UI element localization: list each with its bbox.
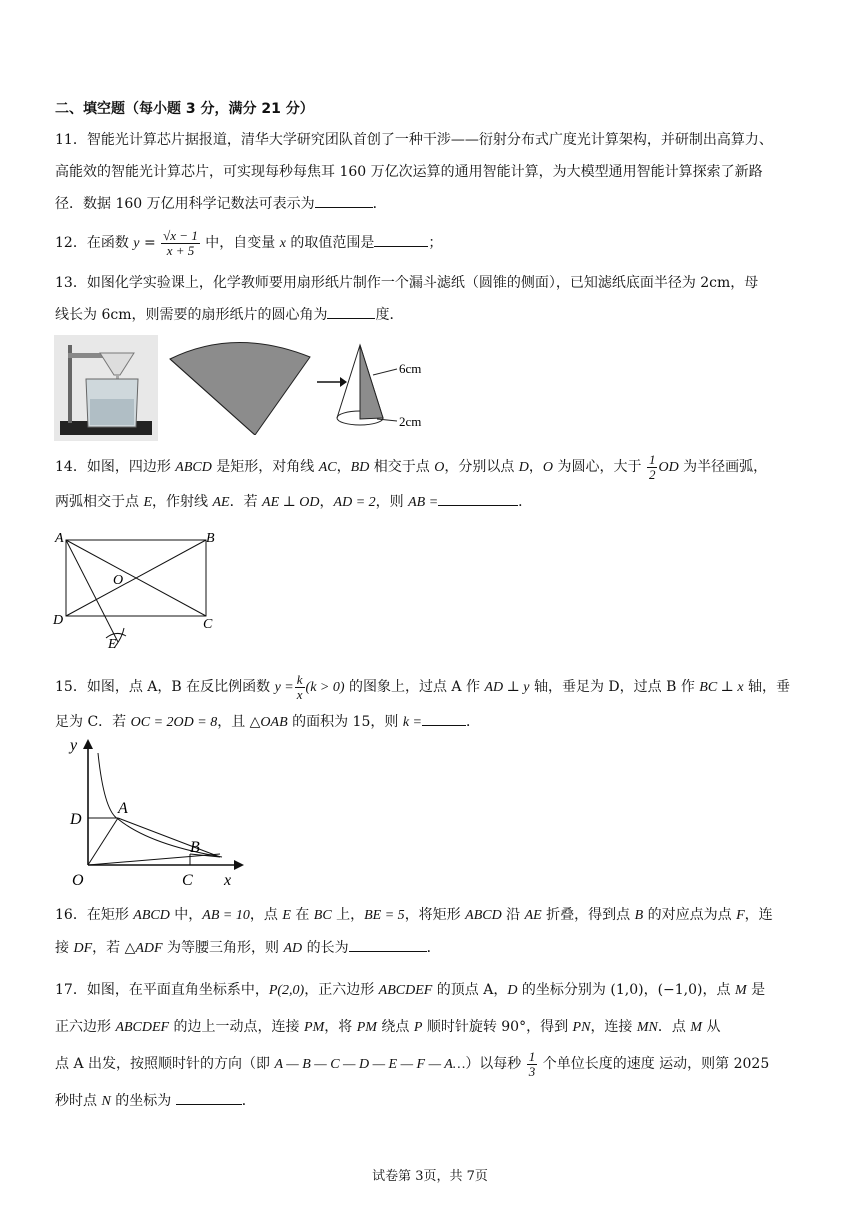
answer-blank[interactable] xyxy=(349,935,427,952)
q11-line2: 高能效的智能光计算芯片，可实现每秒每焦耳 160 万亿次运算的通用智能计算，为大模型通用智能计算探索了新路 xyxy=(55,164,763,180)
label-y-axis: y xyxy=(70,737,78,754)
label-D: D xyxy=(70,811,82,828)
label-origin: O xyxy=(72,872,84,889)
q17-line3: 点 A 出发，按照顺时针的方向（即 A — B — C — D — E — F — A…）以每秒 $\frac{1}{3}$ 个单位长度的速度 运动，则第 2025 xyxy=(55,1048,770,1079)
label-x-axis: x xyxy=(224,872,232,889)
label-slant: 6cm xyxy=(399,361,422,376)
question-17 xyxy=(55,972,807,1120)
fraction-third: $\frac{1}{3}$ xyxy=(528,1048,536,1079)
question-11 xyxy=(55,125,807,219)
q17-line2: 正六边形 ABCDEF 的边上一动点，连接 PM，将 PM 绕点 P 顺时针旋转 90°，得到 PN，连接 MN．点 M 从 xyxy=(55,1019,721,1035)
label-B: B xyxy=(190,839,200,856)
section-title: 二、填空题（每小题 3 分，满分 21 分） xyxy=(55,101,314,117)
question-16 xyxy=(55,900,807,964)
q11-line3: 径．数据 160 万亿用科学记数法可表示为 ． xyxy=(55,189,807,219)
label-A: A xyxy=(55,531,64,546)
label-B: B xyxy=(206,531,215,546)
label-C: C xyxy=(182,872,193,889)
answer-blank[interactable] xyxy=(374,230,428,247)
answer-blank[interactable] xyxy=(438,489,518,506)
label-A: A xyxy=(118,800,128,817)
inverse-proportion-graph xyxy=(52,735,252,890)
q17-line4: 秒时点 N 的坐标为 ． xyxy=(55,1083,807,1120)
q15-line1: 15．如图，点 A，B 在反比例函数 y = $\frac{k}{x}$ (k > 0) 的图象上，过点 A 作 AD ⊥ y 轴，垂足为 D，过点 B 作 BC ⊥ x 轴，垂 xyxy=(55,671,790,702)
rectangle-abcd-diagram xyxy=(52,530,222,654)
label-E: E xyxy=(108,637,117,652)
label-D: D xyxy=(53,613,64,628)
q15-line2: 足为 C．若 OC = 2OD = 8，且 △OAB 的面积为 15，则 k = ． xyxy=(55,707,807,738)
answer-blank[interactable] xyxy=(327,302,375,319)
q17-line1: 17．如图，在平面直角坐标系中，P(2,0)，正六边形 ABCDEF 的顶点 A，D 的坐标分别为 (1,0)，(−1,0)，点 M 是 xyxy=(55,982,766,998)
answer-blank[interactable] xyxy=(315,191,373,208)
fraction-half: $\frac{1}{2}$ xyxy=(648,451,656,482)
q14-line1: 14．如图，四边形 ABCD 是矩形，对角线 AC，BD 相交于点 O，分别以点 D，O 为圆心，大于 $\frac{1}{2}$ OD 为半径画弧， xyxy=(55,451,768,482)
answer-blank[interactable] xyxy=(176,1088,242,1105)
page-footer: 试卷第 3页，共 7页 xyxy=(372,1169,488,1184)
q13-line2: 线长为 6cm，则需要的扇形纸片的圆心角为 度． xyxy=(55,300,807,330)
q14-line2: 两弧相交于点 E，作射线 AE．若 AE ⊥ OD，AD = 2，则 AB = ． xyxy=(55,487,807,518)
question-15 xyxy=(55,672,807,738)
q16-line1: 16．在矩形 ABCD 中，AB = 10，点 E 在 BC 上，BE = 5，将矩形 ABCD 沿 AE 折叠，得到点 B 的对应点为点 F，连 xyxy=(55,907,773,923)
label-C: C xyxy=(203,617,213,632)
q11-line1: 11．智能光计算芯片据报道，清华大学研究团队首创了一种干涉——衍射分布式广度光计算架构，并研制出高算力、 xyxy=(55,132,773,148)
fraction-sqrt: $\frac{√x - 1}{x + 5}$ xyxy=(163,227,198,258)
label-radius: 2cm xyxy=(399,414,422,429)
fan-and-cone-diagram xyxy=(165,335,455,435)
lab-funnel-photo xyxy=(54,335,158,441)
question-13 xyxy=(55,268,807,330)
fraction-k-over-x: $\frac{k}{x}$ xyxy=(296,671,303,702)
q16-line2: 接 DF，若 △ADF 为等腰三角形，则 AD 的长为 ． xyxy=(55,933,807,964)
question-14 xyxy=(55,452,807,518)
q13-line1: 13．如图化学实验课上，化学教师要用扇形纸片制作一个漏斗滤纸（圆锥的侧面），已知滤纸底面半径为 2cm，母 xyxy=(55,275,759,291)
label-O: O xyxy=(113,573,124,588)
question-12: 12．在函数 y = $\frac{√x - 1}{x + 5}$ 中，自变量 x 的取值范围是 ； xyxy=(55,227,443,258)
answer-blank[interactable] xyxy=(422,709,466,726)
